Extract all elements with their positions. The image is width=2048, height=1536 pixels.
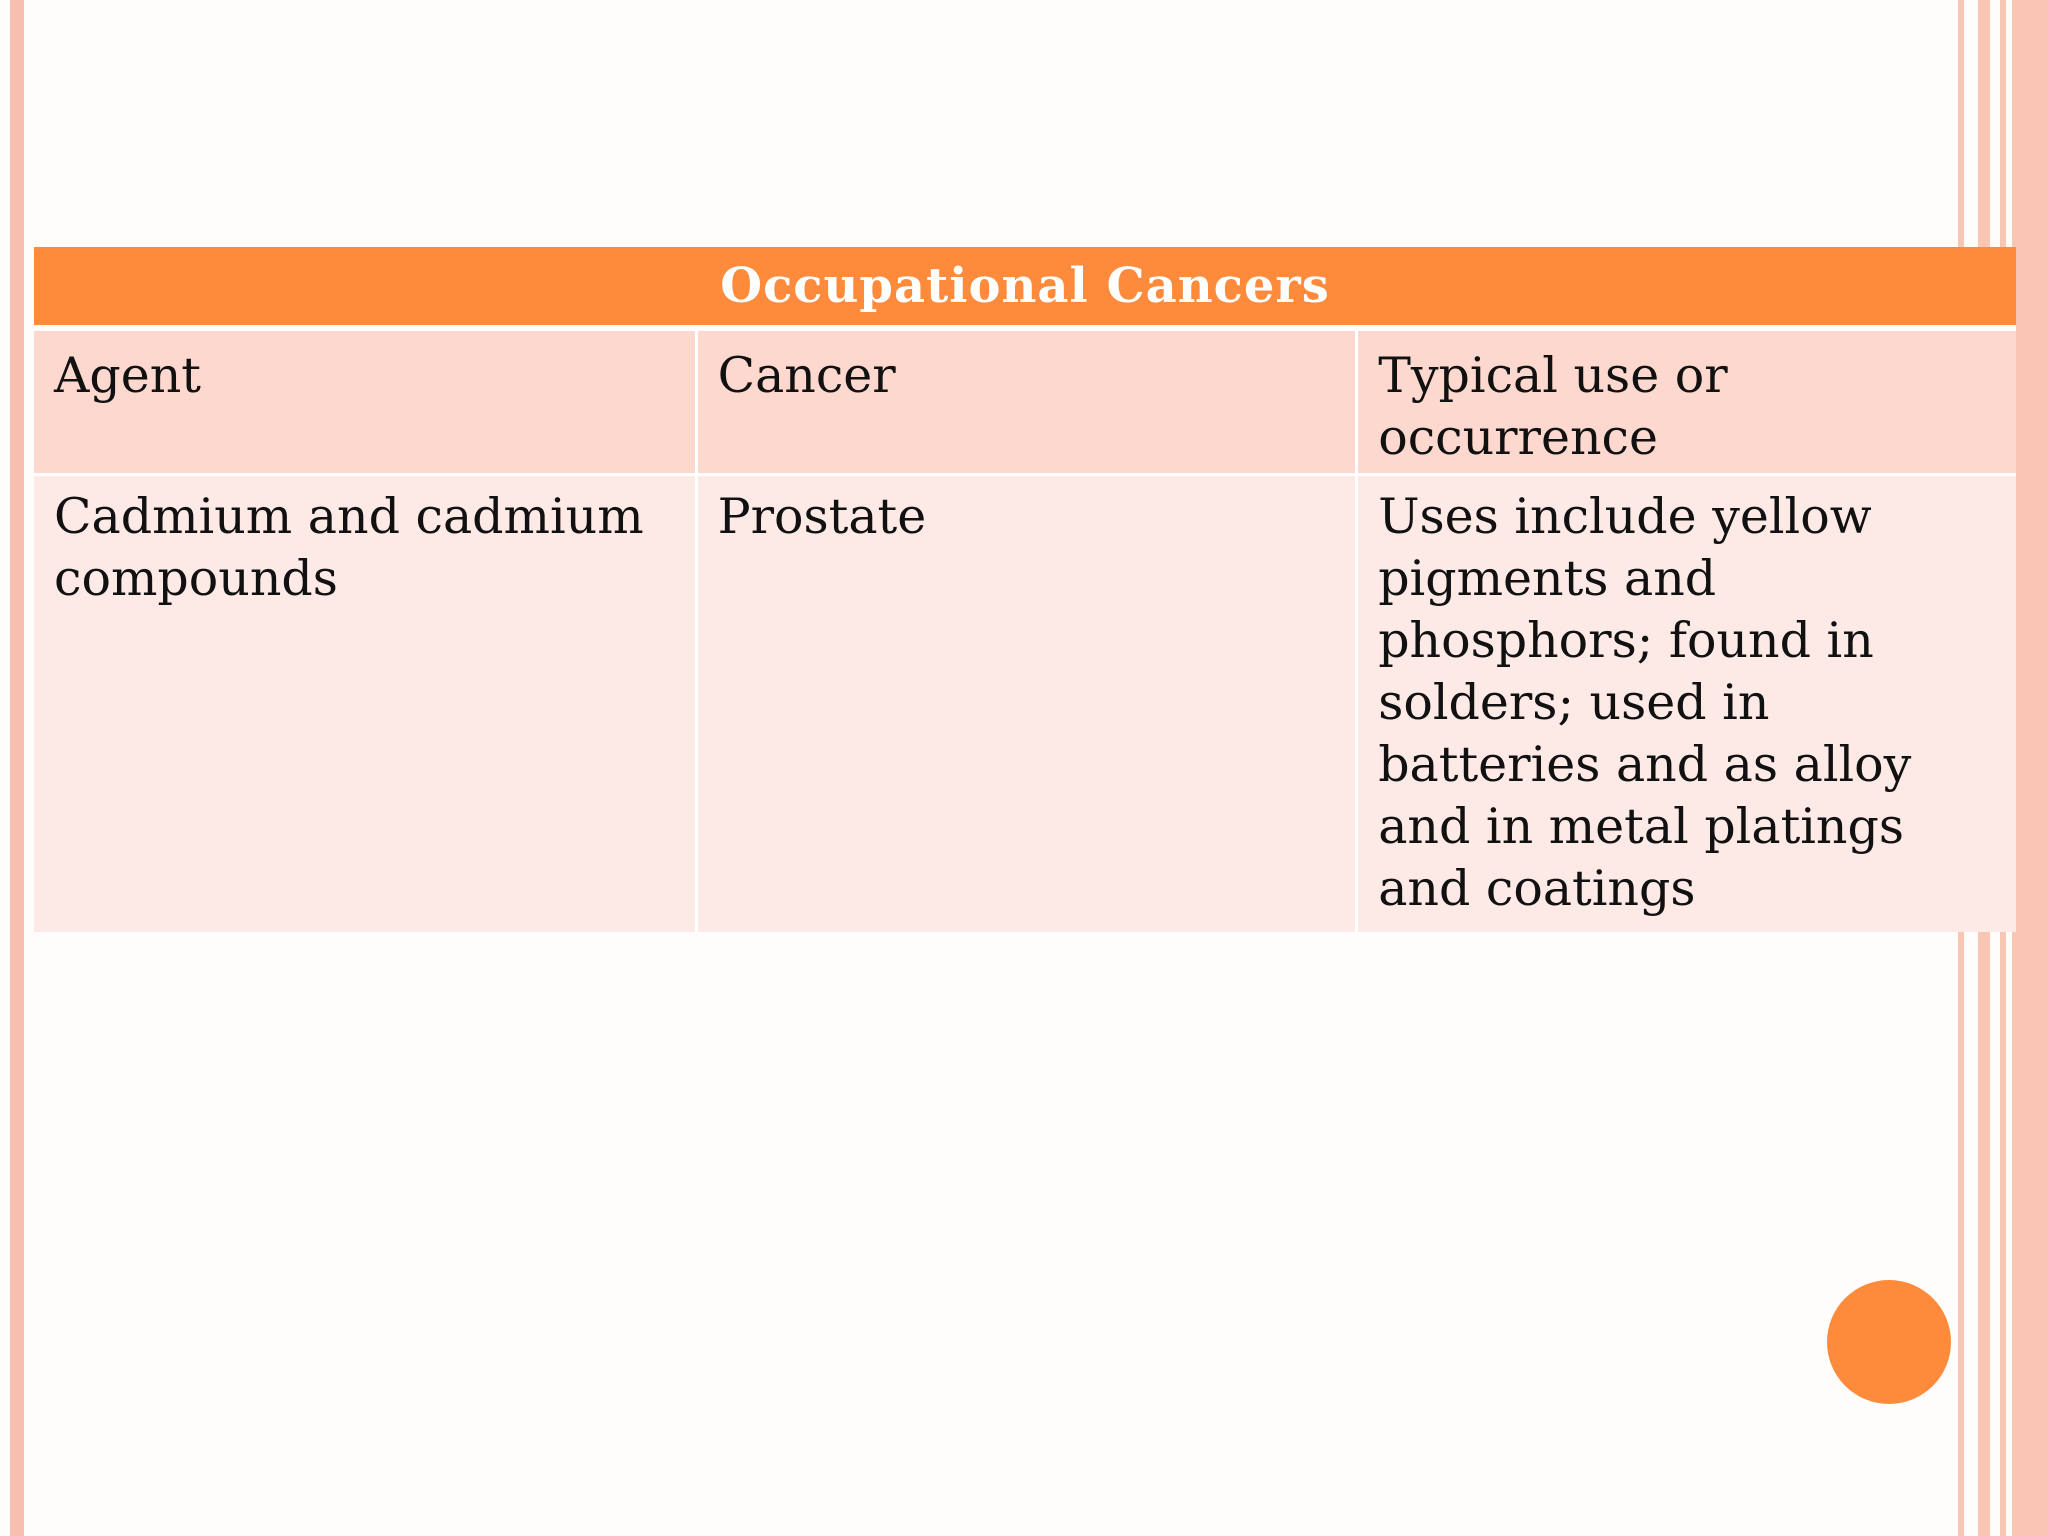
cell-agent: Cadmium and cadmium compounds (34, 476, 695, 932)
table-row (34, 476, 2016, 932)
column-header-row (34, 331, 2016, 476)
cell-cancer: Prostate (695, 476, 1356, 932)
table-title-row (34, 247, 2016, 331)
left-border-stripe (10, 0, 24, 1536)
occupational-cancers-table (34, 247, 2016, 932)
cell-use: Uses include yellow pigments and phosphors; found in solders; used in batteries and as alloy and in metal platings and coatings (1355, 476, 2016, 932)
table-title: Occupational Cancers (34, 247, 2016, 331)
decorative-orange-circle (1827, 1280, 1951, 1404)
column-header-cancer: Cancer (695, 331, 1356, 476)
right-border-stripe (2012, 0, 2048, 1536)
column-header-agent: Agent (34, 331, 695, 476)
column-header-use: Typical use or occurrence (1355, 331, 2016, 476)
